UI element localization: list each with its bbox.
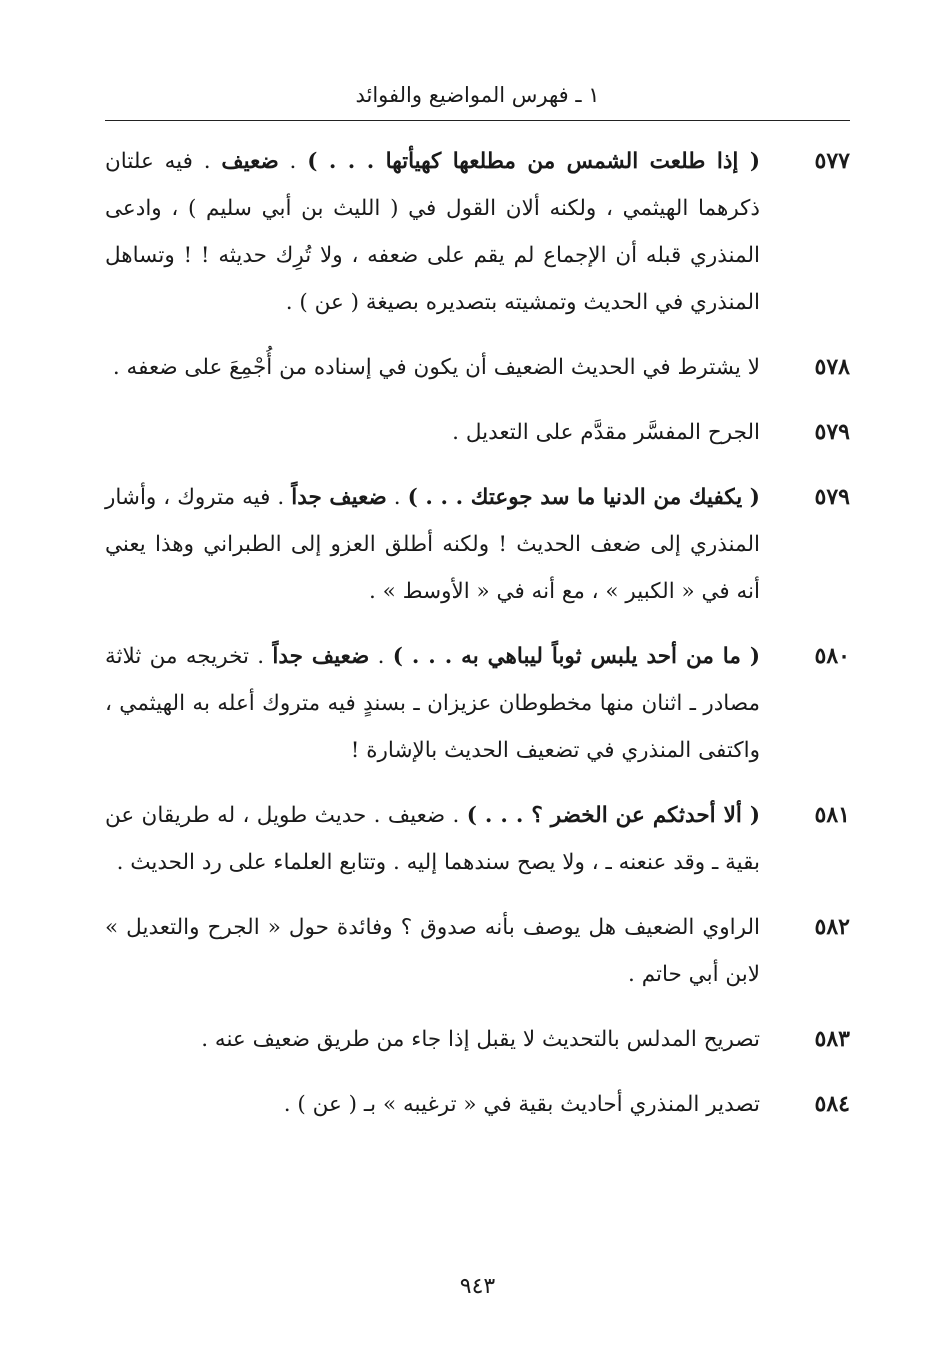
index-entry <box>105 344 850 391</box>
entry-body: الراوي الضعيف هل يوصف بأنه صدوق ؟ وفائدة حول « الجرح والتعديل » لابن أبي حاتم . <box>105 915 760 987</box>
entry-number: ٥٨٤ <box>814 1091 850 1117</box>
hadith-grade: ضعيف جداً <box>272 644 370 669</box>
entry-number: ٥٨٣ <box>814 1026 850 1052</box>
entry-body: تصدير المنذري أحاديث بقية في « ترغيبه » بـ ( عن ) . <box>283 1092 760 1117</box>
hadith-quote: ( إذا طلعت الشمس من مطلعها كهيأتها . . . ) <box>307 149 761 174</box>
entry-number: ٥٨٢ <box>814 914 850 940</box>
entry-text: ( ما من أحد يلبس ثوباً ليباهي به . . . ) . ضعيف جداً . تخريجه من ثلاثة مصادر ـ اثنان منها مخطوطان عزيزان ـ بسندٍ فيه متروك أعله به الهيثمي ، واكتفى المنذري في تضعيف الحديث بالإشارة ! <box>105 644 761 763</box>
index-entries <box>105 138 850 1146</box>
index-entry <box>105 1016 850 1063</box>
hadith-quote: ( يكفيك من الدنيا ما سد جوعتك . . . ) <box>407 485 760 510</box>
running-head: ١ ـ فهرس المواضيع والفوائد <box>355 83 600 107</box>
entry-text <box>105 792 760 886</box>
entry-body: لا يشترط في الحديث الضعيف أن يكون في إسناده من أُجْمِعَ على ضعفه . <box>112 355 760 380</box>
entry-number: ٥٨١ <box>814 802 850 828</box>
entry-body: تصريح المدلس بالتحديث لا يقبل إذا جاء من طريق ضعيف عنه . <box>201 1027 760 1052</box>
index-entry <box>105 904 850 998</box>
hadith-quote: ( ألا أحدثكم عن الخضر ؟ . . . ) <box>466 803 761 828</box>
index-entry <box>105 409 850 456</box>
entry-body: . تخريجه من ثلاثة مصادر ـ اثنان منها مخطوطان عزيزان ـ بسندٍ فيه متروك أعله به الهيثمي ، واكتفى المنذري في تضعيف الحديث بالإشارة ! <box>105 644 760 763</box>
entry-body: . فيه علتان ذكرهما الهيثمي ، ولكنه ألان القول في ( الليث بن أبي سليم ) ، وادعى المنذري قبله أن الإجماع لم يقم على ضعفه ، ولا تُرِك حديثه ! ! وتساهل المنذري في الحديث وتمشيته بتصديره بصيغة ( عن ) . <box>105 149 760 315</box>
page-number: ٩٤٣ <box>459 1274 496 1299</box>
entry-number: ٥٧٩ <box>814 484 850 510</box>
entry-number: ٥٨٠ <box>814 643 850 669</box>
index-entry <box>105 633 850 774</box>
entry-text: ( إذا طلعت الشمس من مطلعها كهيأتها . . . ) . ضعيف . فيه علتان ذكرهما الهيثمي ، ولكنه ألان القول في ( الليث بن أبي سليم ) ، وادعى المنذري قبله أن الإجماع لم يقم على ضعفه ، ولا تُرِك حديثه ! ! وتساهل المنذري في الحديث وتمشيته بتصديره بصيغة ( عن ) . <box>105 149 761 315</box>
header-rule <box>105 120 850 121</box>
entry-number: ٥٧٧ <box>814 148 850 174</box>
hadith-quote: ( ما من أحد يلبس ثوباً ليباهي به . . . ) <box>392 644 761 669</box>
entry-number: ٥٧٨ <box>814 354 850 380</box>
hadith-grade: ضعيف <box>221 149 279 174</box>
entry-body: الجرح المفسَّر مقدَّم على التعديل . <box>452 420 760 445</box>
index-entry <box>105 792 850 886</box>
entry-body: . ضعيف . حديث طويل ، له طريقان عن بقية ـ وقد عنعنه ـ ، ولا يصح سندهما إليه . وتتابع العلماء على رد الحديث . <box>105 803 760 875</box>
index-entry <box>105 474 850 615</box>
entry-body: . فيه متروك ، وأشار المنذري إلى ضعف الحديث ! ولكنه أطلق العزو إلى الطبراني وهذا يعني أنه في « الكبير » ، مع أنه في « الأوسط » . <box>105 485 760 604</box>
index-entry <box>105 138 850 326</box>
index-entry <box>105 1081 850 1128</box>
entry-text: ( يكفيك من الدنيا ما سد جوعتك . . . ) . ضعيف جداً . فيه متروك ، وأشار المنذري إلى ضعف الحديث ! ولكنه أطلق العزو إلى الطبراني وهذا يعني أنه في « الكبير » ، مع أنه في « الأوسط » . <box>105 485 760 604</box>
hadith-grade: ضعيف جداً <box>291 485 387 510</box>
entry-number: ٥٧٩ <box>814 419 850 445</box>
